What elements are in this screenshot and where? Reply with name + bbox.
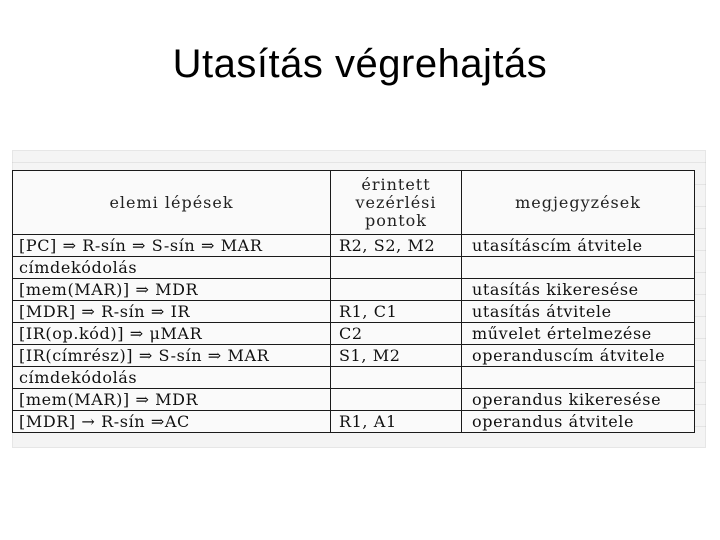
note-cell: utasítás átvitele xyxy=(462,301,695,323)
step-cell: [MDR] ⇒ R-sín ⇒ IR xyxy=(13,301,331,323)
step-cell: [IR(op.kód)] ⇒ μMAR xyxy=(13,323,331,345)
points-cell xyxy=(331,389,462,411)
table-row xyxy=(13,279,695,301)
table-row xyxy=(13,235,695,257)
points-cell: R1, A1 xyxy=(331,411,462,433)
instruction-steps-table xyxy=(12,170,695,433)
note-cell: operandus átvitele xyxy=(462,411,695,433)
note-cell: operandus kikeresése xyxy=(462,389,695,411)
points-cell xyxy=(331,257,462,279)
slide-title: Utasítás végrehajtás xyxy=(172,42,548,86)
points-cell: R2, S2, M2 xyxy=(331,235,462,257)
header-notes: megjegyzések xyxy=(462,171,695,235)
table-row xyxy=(13,367,695,389)
header-control-points-line-1: érintett xyxy=(361,174,431,194)
points-cell: S1, M2 xyxy=(331,345,462,367)
note-cell: utasításcím átvitele xyxy=(462,235,695,257)
table-row xyxy=(13,257,695,279)
note-cell: operanduscím átvitele xyxy=(462,345,695,367)
table-row xyxy=(13,345,695,367)
table-row xyxy=(13,411,695,433)
step-cell: címdekódolás xyxy=(13,257,331,279)
header-steps: elemi lépések xyxy=(13,171,331,235)
points-cell: C2 xyxy=(331,323,462,345)
header-control-points-line-3: pontok xyxy=(365,210,427,230)
step-cell: [IR(címrész)] ⇒ S-sín ⇒ MAR xyxy=(13,345,331,367)
note-cell: utasítás kikeresése xyxy=(462,279,695,301)
note-cell xyxy=(462,367,695,389)
table-row xyxy=(13,301,695,323)
step-cell: [PC] ⇒ R-sín ⇒ S-sín ⇒ MAR xyxy=(13,235,331,257)
header-control-points-line-2: vezérlési xyxy=(355,192,437,212)
table-header-row xyxy=(13,171,695,235)
note-cell: művelet értelmezése xyxy=(462,323,695,345)
step-cell: címdekódolás xyxy=(13,367,331,389)
header-control-points xyxy=(331,171,462,235)
points-cell: R1, C1 xyxy=(331,301,462,323)
note-cell xyxy=(462,257,695,279)
points-cell xyxy=(331,279,462,301)
step-cell: [MDR] → R-sín ⇒AC xyxy=(13,411,331,433)
table-row xyxy=(13,389,695,411)
step-cell: [mem(MAR)] ⇒ MDR xyxy=(13,279,331,301)
table-row xyxy=(13,323,695,345)
points-cell xyxy=(331,367,462,389)
step-cell: [mem(MAR)] ⇒ MDR xyxy=(13,389,331,411)
